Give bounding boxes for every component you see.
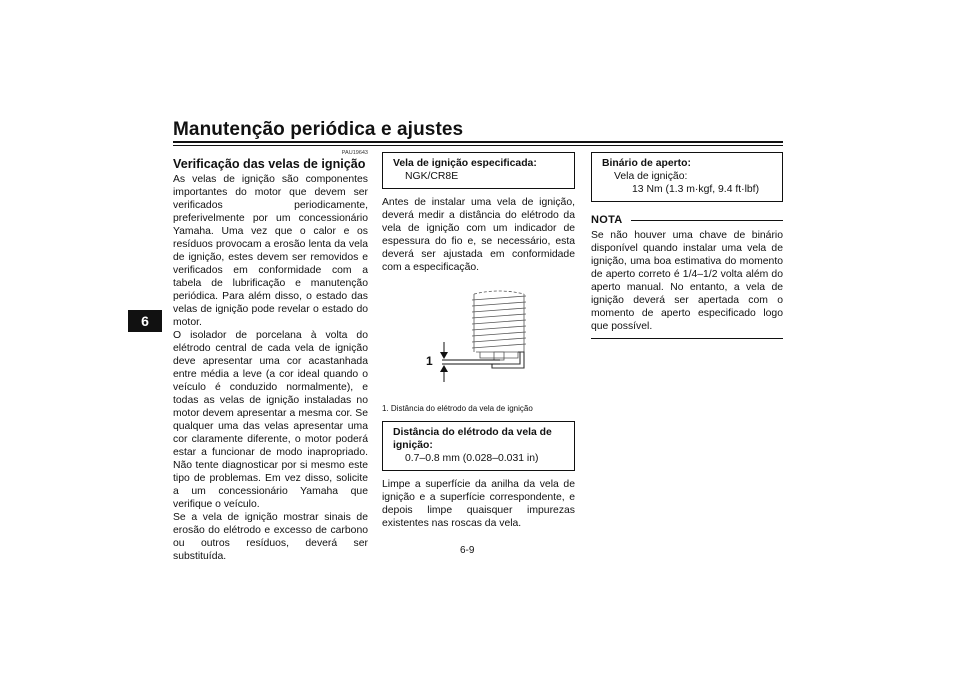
chapter-tab: 6 (128, 310, 162, 332)
note-header (591, 214, 783, 227)
spec-box-electrode-gap (382, 421, 575, 471)
paragraph: As velas de ignição são componentes importantes do motor que devem ser verificados periodicamente, preferivelmente por um concessionário Yamaha. Uma vez que o calor e os resíduos provocam a erosão lenta da vela de ignição, estes devem ser removidos e verificados em conformidade com a tabela de lubrificação e manutenção periódica. Para além disso, o estado das velas de ignição pode revelar o estado do motor. (173, 174, 368, 328)
spec-value: 0.7–0.8 mm (0.028–0.031 in) (405, 453, 539, 464)
figure-caption: 1. Distância do elétrodo da vela de ignição (382, 404, 533, 413)
header-rule-thin (173, 145, 783, 146)
spec-item: Vela de ignição: (614, 171, 688, 182)
spec-title: Distância do elétrodo da vela de ignição: (393, 427, 552, 451)
note-text: Se não houver uma chave de binário disponível quando instalar uma vela de ignição, uma boa estimativa do momento de aperto correto é 1/4–1/2 volta além do aperto manual. No entanto, a vela de ignição deverá ser apertada com o momento de aperto especificado logo que possível. (591, 230, 783, 332)
spec-box-torque (591, 152, 783, 202)
paragraph: Se a vela de ignição mostrar sinais de erosão do elétrodo e excesso de carbono ou outros resíduos, deverá ser substituída. (173, 512, 368, 562)
column-1 (173, 150, 368, 563)
header-rule-thick (173, 141, 783, 143)
paragraph: O isolador de porcelana à volta do elétrodo central de cada vela de ignição deve apresentar uma cor acastanhada entre média a leve (a cor ideal quando o veículo é conduzido normalmente), e todas as velas de ignição instaladas no motor devem apresentar a mesma cor. Se qualquer uma das velas apresentar uma cor claramente diferente, o motor poderá estar a funcionar de modo inapropriado. Não tente diagnosticar por si mesmo este tipo de problemas. Em vez disso, solicite a um concessionário Yamaha que verifique o veículo. (173, 330, 368, 510)
spec-value: NGK/CR8E (405, 171, 459, 182)
spec-box-spark-plug (382, 152, 575, 189)
column-3 (591, 152, 783, 339)
figure-callout-1: 1 (426, 354, 433, 368)
paragraph: Antes de instalar uma vela de ignição, deverá medir a distância do elétrodo da vela de ignição com um indicador de espessura do fio e, se necessário, esta deverá ser ajustada em conformidade com a especificação. (382, 197, 575, 273)
note-end-rule (591, 338, 783, 339)
paragraph: Limpe a superfície da anilha da vela de ignição e a superfície correspondente, e depois limpe quaisquer impurezas existentes nas roscas da vela. (382, 479, 575, 529)
spark-plug-gap-figure (382, 286, 575, 398)
spark-plug-illustration (382, 286, 575, 398)
page-number: 6-9 (460, 545, 475, 556)
note-rule (631, 220, 783, 221)
column-2 (382, 152, 575, 530)
spec-title: Binário de aperto: (602, 158, 691, 169)
reference-code: PAU19643 (341, 150, 368, 156)
page-title: Manutenção periódica e ajustes (173, 119, 464, 140)
note-label: NOTA (591, 214, 623, 226)
section-title: Verificação das velas de ignição (173, 157, 366, 171)
spec-title: Vela de ignição especificada: (393, 158, 537, 169)
spec-value: 13 Nm (1.3 m·kgf, 9.4 ft·lbf) (632, 184, 760, 195)
